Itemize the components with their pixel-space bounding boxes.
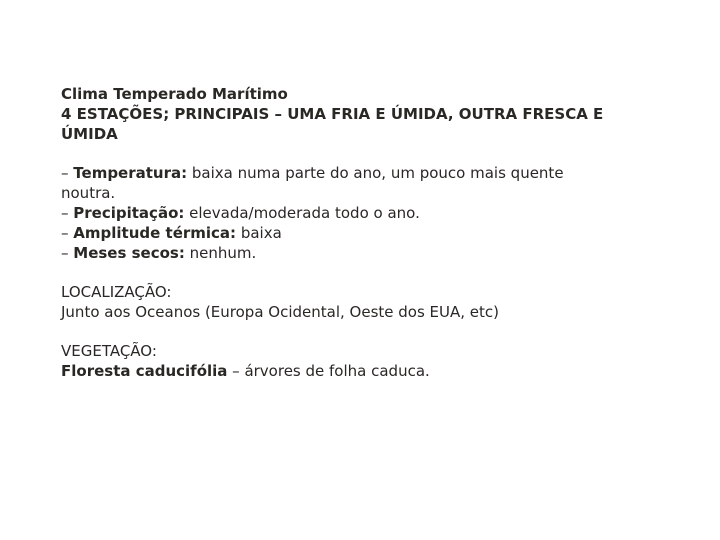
vegetation-label: Floresta caducifólia [61, 362, 228, 380]
seasons-summary: 4 ESTAÇÕES; PRINCIPAIS – UMA FRIA E ÚMIDA, OUTRA FRESCA E ÚMIDA [61, 105, 604, 143]
location-heading: LOCALIZAÇÃO: [61, 283, 172, 301]
vegetation-item [61, 361, 621, 381]
dry-months-label: Meses secos: [73, 244, 185, 262]
spacer [61, 263, 621, 282]
vegetation-section [61, 341, 621, 381]
characteristics-list [61, 163, 621, 263]
location-text: Junto aos Oceanos (Europa Ocidental, Oeste dos EUA, etc) [61, 303, 500, 321]
precipitation-label: Precipitação: [73, 204, 185, 222]
temperature-label: Temperatura: [73, 164, 188, 182]
vegetation-heading: VEGETAÇÃO: [61, 342, 157, 360]
spacer [61, 322, 621, 341]
thermal-amplitude-label: Amplitude térmica: [73, 224, 237, 242]
vegetation-text: – árvores de folha caduca. [227, 362, 430, 380]
dry-months-text: nenhum. [184, 244, 257, 262]
thermal-amplitude-item: – Amplitude térmica: baixa [61, 224, 282, 242]
thermal-amplitude-text: baixa [236, 224, 282, 242]
dry-months-item: – Meses secos: nenhum. [61, 244, 257, 262]
precipitation-item: – Precipitação: elevada/moderada todo o ano. [61, 204, 420, 222]
temperature-text: baixa numa parte do ano, um pouco mais quente noutra. [61, 164, 564, 202]
slide-text [61, 84, 621, 381]
precipitation-text: elevada/moderada todo o ano. [184, 204, 420, 222]
temperature-item: – Temperatura: baixa numa parte do ano, um pouco mais quente noutra. [61, 164, 564, 202]
spacer [61, 144, 621, 163]
climate-name: Clima Temperado Marítimo [61, 85, 288, 103]
climate-title [61, 84, 621, 144]
location-section [61, 282, 621, 322]
